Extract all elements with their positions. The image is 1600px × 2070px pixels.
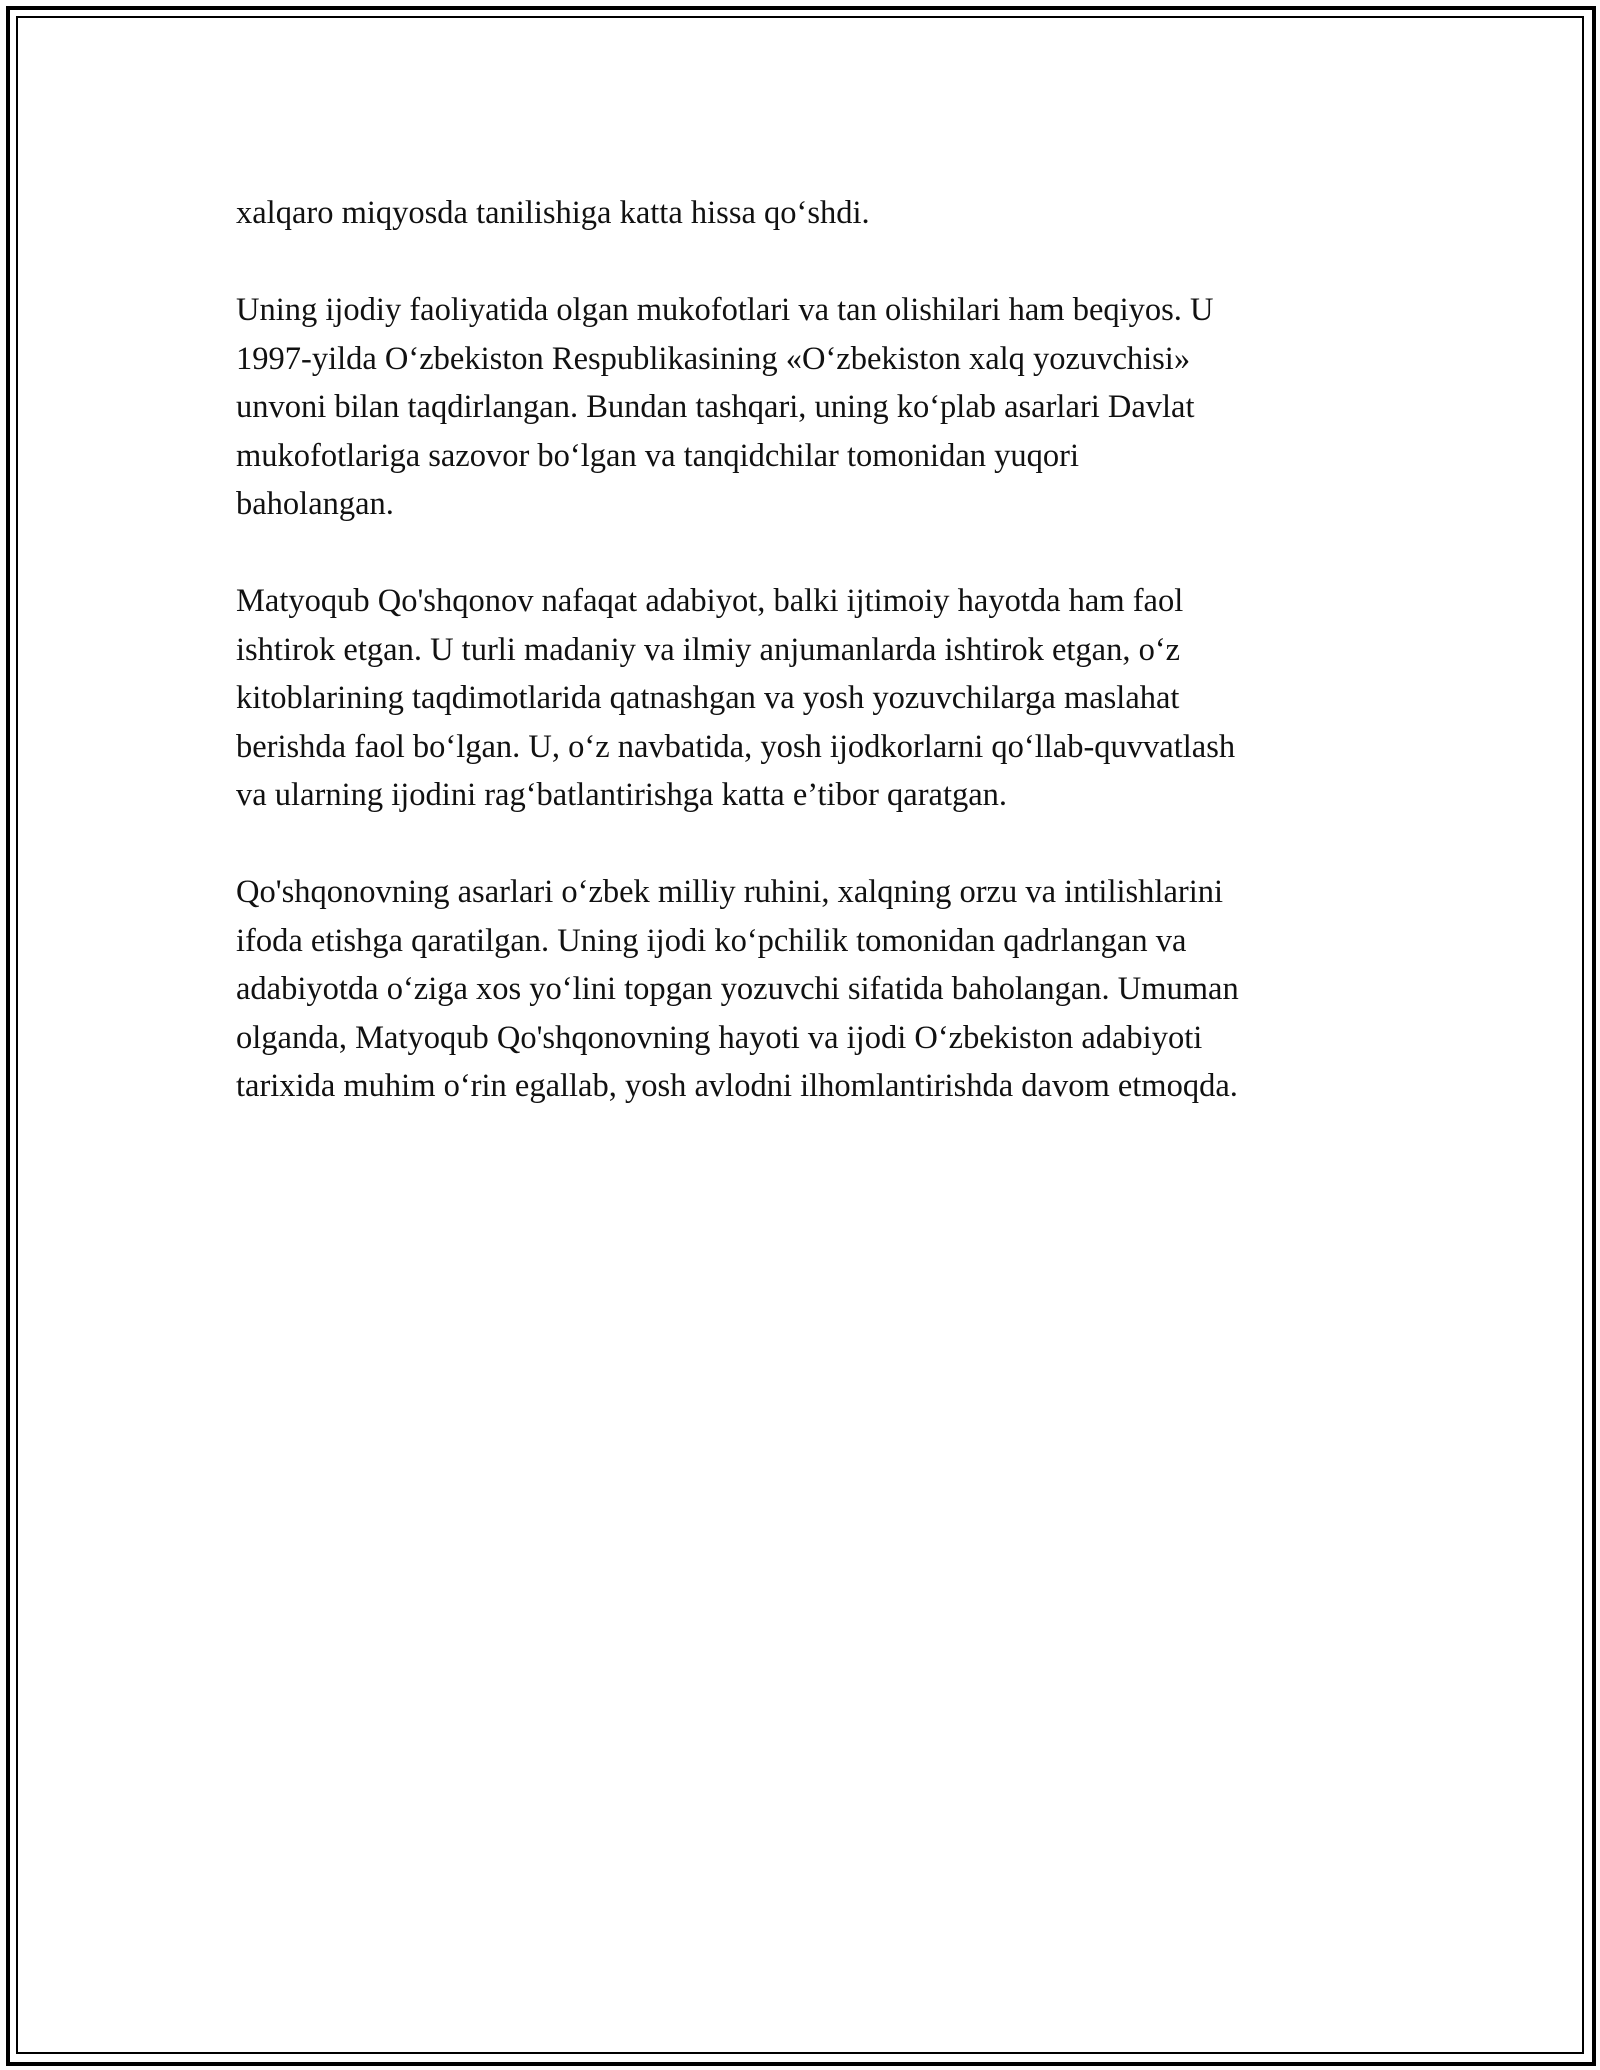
document-body — [236, 189, 1386, 1159]
text-line: ifoda etishga qaratilgan. Uning ijodi ko‘pchilik tomonidan qadrlangan va — [236, 922, 1187, 959]
text-line: mukofotlariga sazovor bo‘lgan va tanqidchilar tomonidan yuqori — [236, 437, 1079, 474]
text-line: olganda, Matyoqub Qo'shqonovning hayoti va ijodi O‘zbekiston adabiyoti — [236, 1019, 1203, 1056]
text-line: 1997-yilda O‘zbekiston Respublikasining «O‘zbekiston xalq yozuvchisi» — [236, 340, 1191, 377]
paragraph — [236, 577, 1386, 820]
text-line: Uning ijodiy faoliyatida olgan mukofotlari va tan olishilari ham beqiyos. U — [236, 292, 1214, 328]
text-line: Matyoqub Qo'shqonov nafaqat adabiyot, balki ijtimoiy hayotda ham faol — [236, 583, 1184, 619]
text-line: ishtirok etgan. U turli madaniy va ilmiy anjumanlarda ishtirok etgan, o‘z — [236, 631, 1181, 668]
text-line: baholangan. — [236, 486, 394, 522]
text-line: berishda faol bo‘lgan. U, o‘z navbatida, yosh ijodkorlarni qo‘llab-quvvatlash — [236, 728, 1236, 765]
text-line: kitoblarining taqdimotlarida qatnashgan va yosh yozuvchilarga maslahat — [236, 680, 1180, 716]
text-line: Qo'shqonovning asarlari o‘zbek milliy ruhini, xalqning orzu va intilishlarini — [236, 874, 1223, 910]
paragraph — [236, 868, 1386, 1111]
paragraph — [236, 286, 1386, 529]
paragraph — [236, 189, 1386, 238]
text-line: va ularning ijodini rag‘batlantirishga katta e’tibor qaratgan. — [236, 777, 1008, 813]
text-line: xalqaro miqyosda tanilishiga katta hissa qo‘shdi. — [236, 195, 870, 231]
text-line: unvoni bilan taqdirlangan. Bundan tashqari, uning ko‘plab asarlari Davlat — [236, 389, 1195, 425]
text-line: tarixida muhim o‘rin egallab, yosh avlodni ilhomlantirishda davom etmoqda. — [236, 1068, 1238, 1104]
text-line: adabiyotda o‘ziga xos yo‘lini topgan yozuvchi sifatida baholangan. Umuman — [236, 971, 1239, 1007]
